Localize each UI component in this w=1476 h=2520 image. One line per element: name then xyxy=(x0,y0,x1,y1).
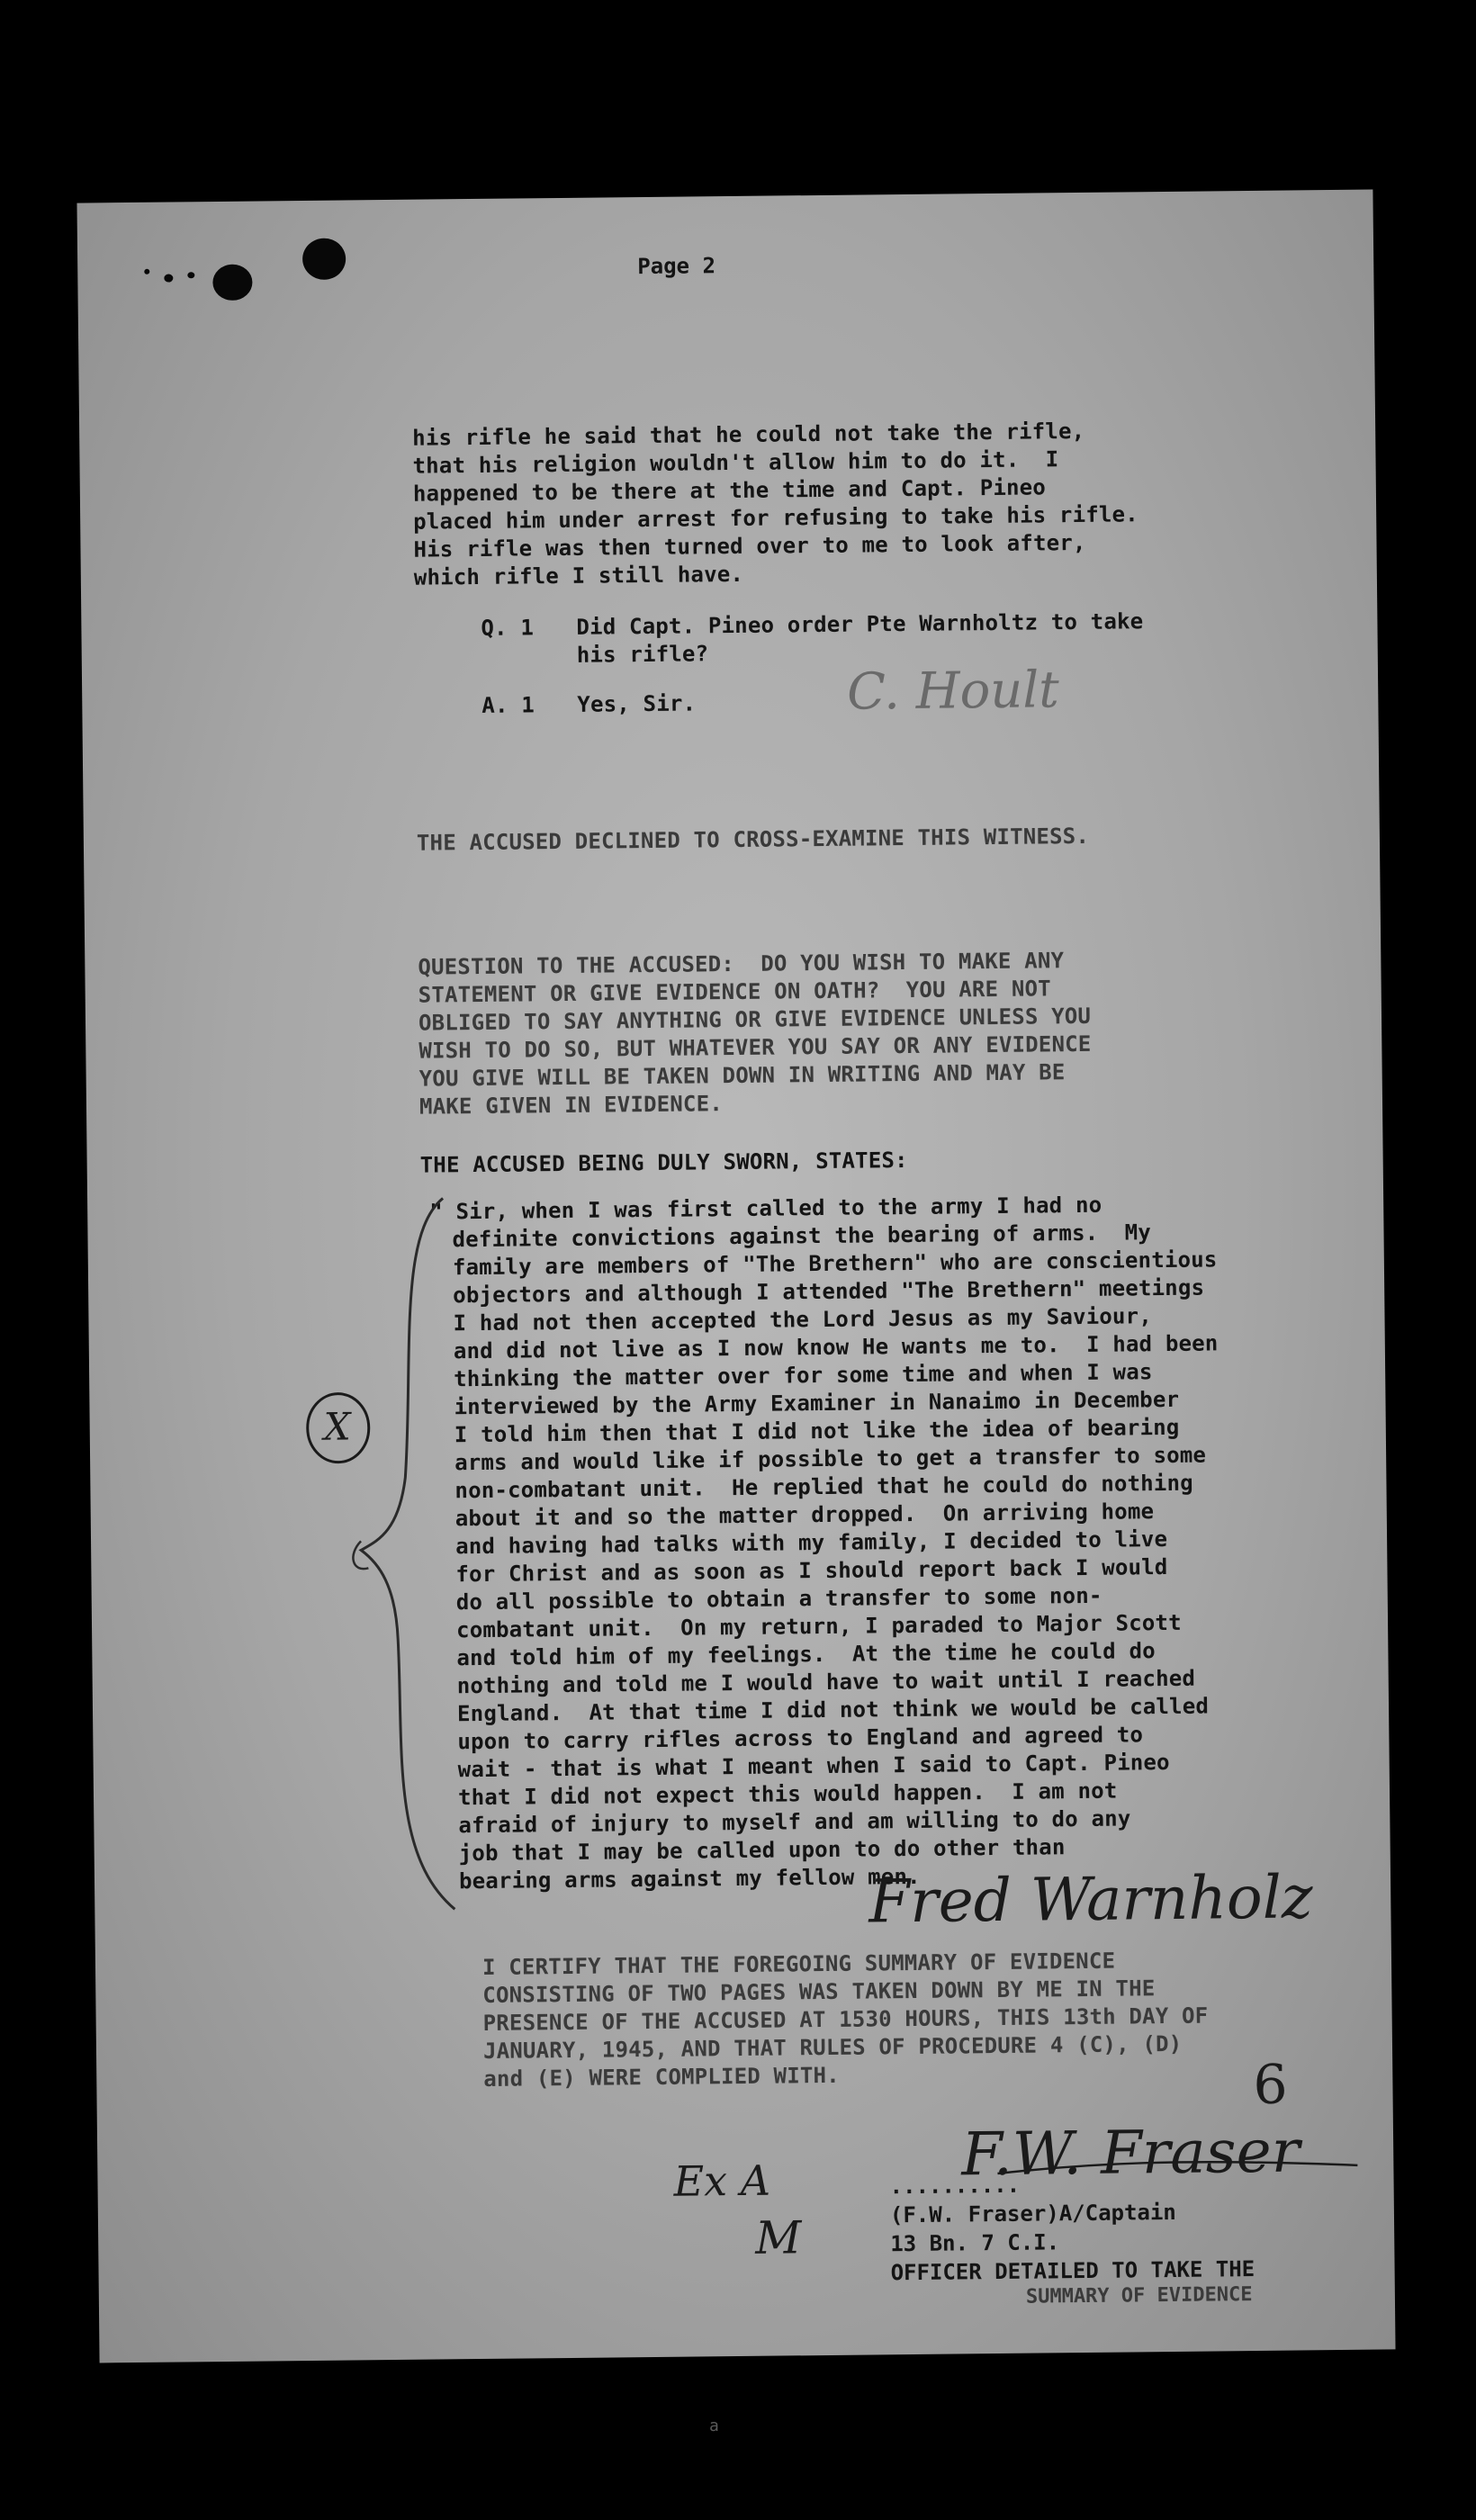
text-line: and did not live as I now know He wants me to. I had been xyxy=(453,1330,1219,1364)
handwritten-page-number: 6 xyxy=(1253,2053,1288,2118)
text-line: PRESENCE OF THE ACCUSED AT 1530 HOURS, THIS 13th DAY OF xyxy=(482,2002,1209,2036)
answer-text: Yes, Sir. xyxy=(577,690,697,717)
witness-signature: C. Hoult xyxy=(846,661,1060,722)
text-line: YOU GIVE WILL BE TAKEN DOWN IN WRITING AND MAY BE xyxy=(418,1059,1066,1092)
text-line: England. At that time I did not think we would be called xyxy=(456,1693,1210,1727)
declined-statement: THE ACCUSED DECLINED TO CROSS-EXAMINE THIS WITNESS. xyxy=(416,823,1090,856)
text-line: and (E) WERE COMPLIED WITH. xyxy=(483,2062,840,2092)
text-line: QUESTION TO THE ACCUSED: DO YOU WISH TO MAKE ANY xyxy=(418,948,1065,980)
text-line: bearing arms against my fellow men. xyxy=(458,1863,921,1894)
text-line: I told him then that I did not like the idea of bearing xyxy=(454,1414,1180,1448)
sworn-heading: THE ACCUSED BEING DULY SWORN, STATES: xyxy=(419,1147,908,1178)
officer-signature: F.W. Fraser xyxy=(960,2116,1300,2190)
answer-label: A. 1 xyxy=(482,692,536,718)
text-line: " Sir, when I was first called to the army I had no xyxy=(429,1192,1102,1225)
text-line: interviewed by the Army Examiner in Nanaimo in December xyxy=(454,1386,1180,1420)
text-line: wait - that is what I meant when I said to Capt. Pineo xyxy=(457,1749,1170,1783)
text-line: nothing and told me I would have to wait until I reached xyxy=(456,1665,1196,1699)
text-line: afraid of injury to myself and am willing to do any xyxy=(458,1805,1131,1839)
text-line: arms and would like if possible to get a transfer to some xyxy=(454,1442,1207,1476)
text-line: STATEMENT OR GIVE EVIDENCE ON OATH? YOU ARE NOT xyxy=(418,976,1051,1008)
text-line: combatant unit. On my return, I paraded to Major Scott xyxy=(455,1609,1182,1643)
officer-role: OFFICER DETAILED TO TAKE THE xyxy=(890,2256,1256,2286)
question-text: Did Capt. Pineo order Pte Warnholtz to take xyxy=(576,608,1144,640)
accused-signature: Fred Warnholz xyxy=(868,1862,1313,1937)
text-line: family are members of "The Brethern" who are conscientious xyxy=(452,1246,1218,1281)
text-line: JANUARY, 1945, AND THAT RULES OF PROCEDURE 4 (C), (D) xyxy=(482,2030,1183,2064)
footer-mark: a xyxy=(709,2416,719,2435)
text-line: thinking the matter over for some time and when I was xyxy=(454,1359,1153,1392)
text-line: do all possible to obtain a transfer to some non- xyxy=(455,1582,1102,1616)
signature-dots: .......... xyxy=(889,2172,1021,2200)
text-line: about it and so the matter dropped. On arriving home xyxy=(454,1498,1155,1532)
question-text: his rifle? xyxy=(576,641,709,668)
question-label: Q. 1 xyxy=(481,615,535,641)
text-line: CONSISTING OF TWO PAGES WAS TAKEN DOWN BY ME IN THE xyxy=(482,1976,1156,2008)
text-line: placed him under arrest for refusing to take his rifle. xyxy=(413,501,1139,535)
exhibit-note: Ex A xyxy=(673,2156,771,2206)
page-number: Page 2 xyxy=(637,253,716,280)
text-line: OBLIGED TO SAY ANYTHING OR GIVE EVIDENCE UNLESS YOU xyxy=(418,1003,1092,1036)
text-line: happened to be there at the time and Capt. Pineo xyxy=(412,474,1047,507)
text-line: which rifle I still have. xyxy=(413,561,744,590)
text-line: I CERTIFY THAT THE FOREGOING SUMMARY OF EVIDENCE xyxy=(482,1948,1116,1980)
text-line: objectors and although I attended "The Brethern" meetings xyxy=(453,1274,1205,1309)
text-line: WISH TO DO SO, BUT WHATEVER YOU SAY OR ANY EVIDENCE xyxy=(418,1030,1092,1064)
text-line: non-combatant unit. He replied that he could do nothing xyxy=(454,1470,1193,1504)
officer-unit: 13 Bn. 7 C.I. xyxy=(890,2229,1060,2257)
officer-name: (F.W. Fraser)A/Captain xyxy=(889,2199,1176,2228)
text-line: upon to carry rifles across to England and agreed to xyxy=(457,1722,1144,1755)
text-line: His rifle was then turned over to me to look after, xyxy=(413,529,1086,562)
text-line: job that I may be called upon to do other than xyxy=(458,1834,1066,1867)
text-line: MAKE GIVEN IN EVIDENCE. xyxy=(418,1091,724,1120)
text-line: and having had talks with my family, I decided to live xyxy=(454,1526,1168,1560)
handwritten-initials: M xyxy=(754,2211,802,2264)
text-line: and told him of my feelings. At the time he could do xyxy=(456,1638,1156,1671)
document-page xyxy=(76,190,1395,2363)
text-line: his rifle he said that he could not take the rifle, xyxy=(412,418,1085,451)
text-line: I had not then accepted the Lord Jesus as my Saviour, xyxy=(453,1303,1153,1336)
text-line: definite convictions against the bearing of arms. My xyxy=(452,1220,1152,1253)
text-line: that I did not expect this would happen. I am not xyxy=(457,1778,1118,1811)
text-line: that his religion wouldn't allow him to do it. I xyxy=(412,446,1059,479)
margin-bracket xyxy=(357,1198,454,1910)
officer-role: SUMMARY OF EVIDENCE xyxy=(1025,2283,1253,2308)
text-line: for Christ and as soon as I should report back I would xyxy=(455,1553,1168,1588)
circled-mark-icon: X xyxy=(323,1404,351,1449)
